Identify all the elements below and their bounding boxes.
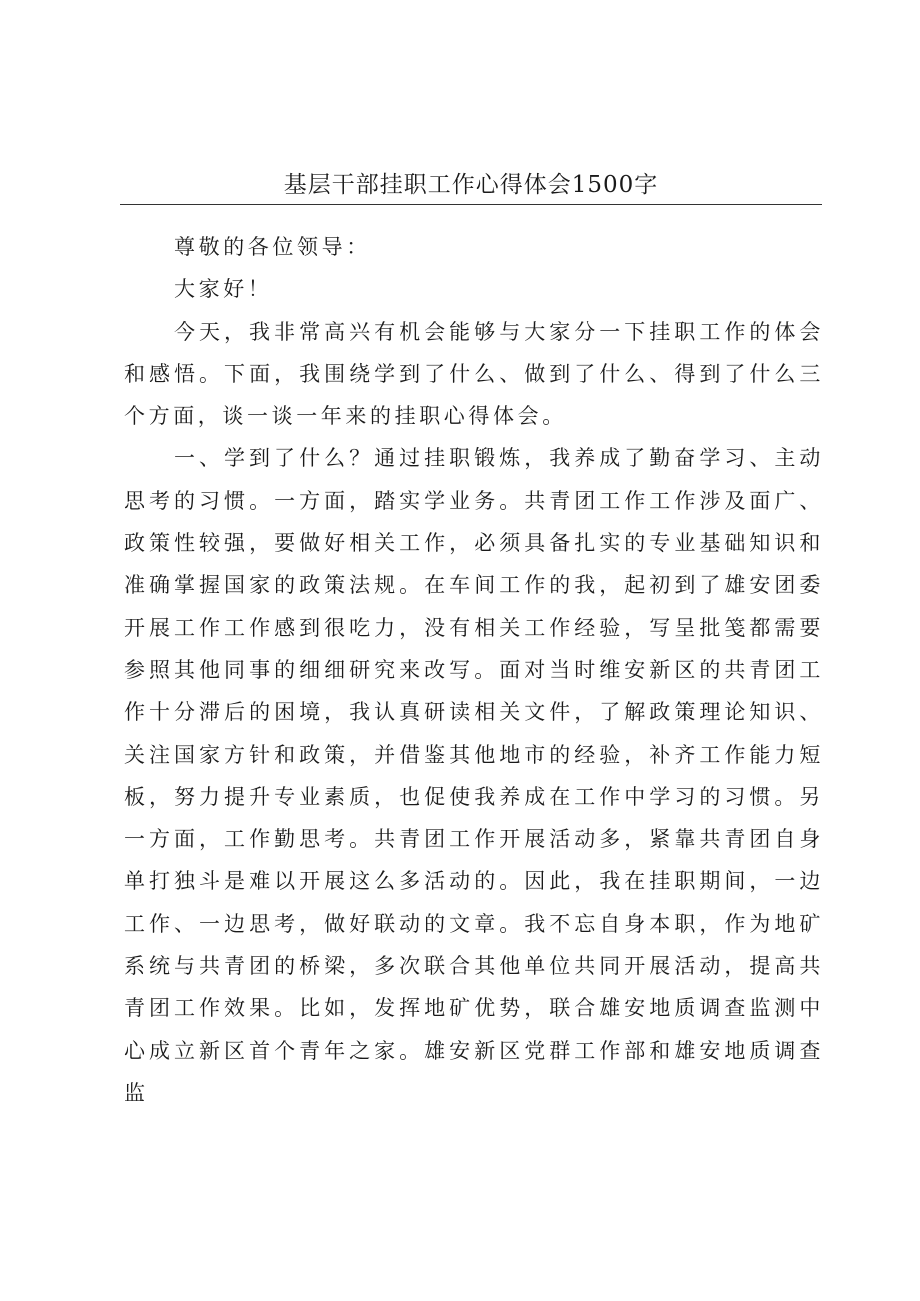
greeting-paragraph: 大家好！ [174,277,273,302]
title-underline [120,204,822,205]
intro-paragraph: 今天，我非常高兴有机会能够与大家分一下挂职工作的体会和感悟。下面，我围绕学到了什么、做到了什么、得到了什么三个方面，谈一谈一年来的挂职心得体会。 [124,319,824,429]
document-title: 基层干部挂职工作心得体会1500字 [283,172,659,198]
salutation-paragraph: 尊敬的各位领导： [174,235,371,259]
section-one-paragraph: 一、学到了什么？通过挂职锻炼，我养成了勤奋学习、主动思考的习惯。一方面，踏实学业务。共青团工作工作涉及面广、政策性较强，要做好相关工作，必须具备扎实的专业基础知识和准确掌握国家的政策法规。在车间工作的我，起初到了雄安团委开展工作工作感到很吃力，没有相关工作经验，写呈批笺都需要参照其他同事的细细研究来改写。面对当时维安新区的共青团工作十分滞后的困境，我认真研读相关文件，了解政策理论知识、关注国家方针和政策，并借鉴其他地市的经验，补齐工作能力短板，努力提升专业素质，也促使我养成在工作中学习的习惯。另一方面，工作勤思考。共青团工作开展活动多，紧靠共青团自身单打独斗是难以开展这么多活动的。因此，我在挂职期间，一边工作、一边思考，做好联动的文章。我不忘自身本职，作为地矿系统与共青团的桥梁，多次联合其他单位共同开展活动，提高共青团工作效果。比如，发挥地矿优势，联合雄安地质调查监测中心成立新区首个青年之家。雄安新区党群工作部和雄安地质调查监 [124,446,824,1105]
document-body [124,226,824,1114]
